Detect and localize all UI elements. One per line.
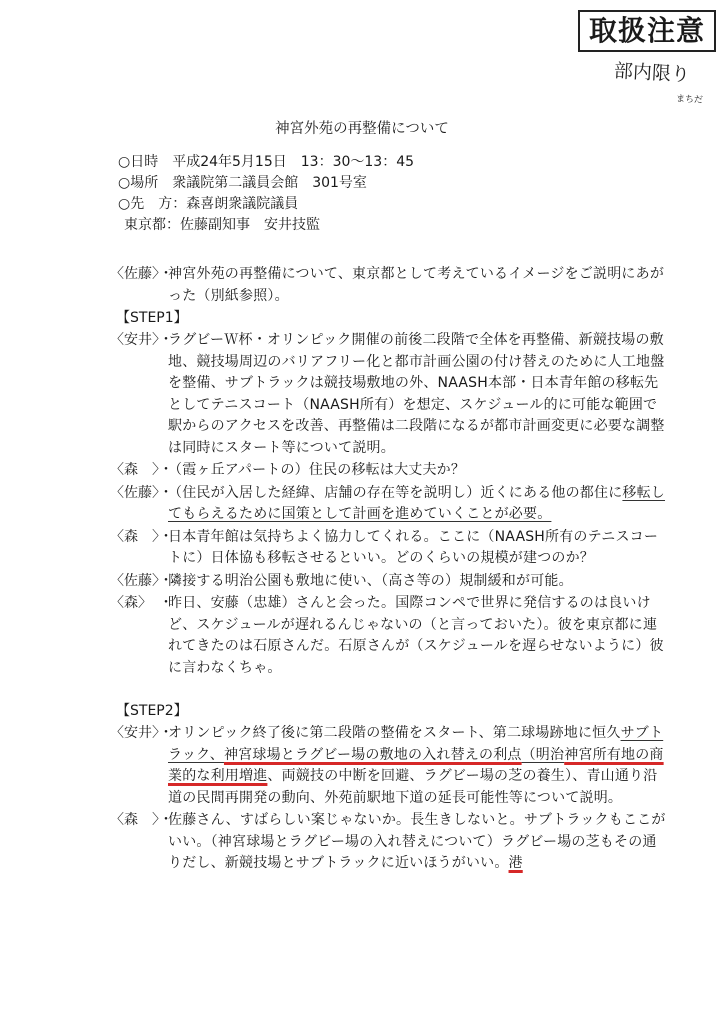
minutes-item [110,460,670,482]
speaker-label: 〈森 〉・ [110,812,173,828]
meta-place: ○場所 衆議院第二議員会館 301号室 [118,175,367,191]
underlined-text: （明治 [521,746,565,763]
red-highlighted-text: 神宮所有地の商業的な利用増進 [168,746,664,784]
minutes-item [110,571,670,593]
minutes-item [110,483,670,526]
speaker-label: 〈佐藤〉・ [110,266,173,282]
document-title: 神宮外苑の再整備について [275,121,449,137]
minutes-item [110,593,670,679]
minutes-text: 隣接する明治公園も敷地に使い、（高さ等の）規制緩和が可能。 [168,572,573,589]
handwritten-note-internal-only: 部内限り [613,60,691,86]
minutes-text: ラグビーＷ杯・オリンピック開催の前後二段階で全体を再整備、新競技場の敷地、競技場周辺のバリアフリー化と都市計画公園の付け替えのために人工地盤を整備、サブトラックは競技場敷地の外、NAASH本部・日本青年館の移転先としてテニスコート（NAASH所有）を想定、スケジュール的に可能な範囲で駅からのアクセスを改善、再整備は二段階になるが都市計画変更に必要な調整は同時にスタート等について説明。 [168,332,665,456]
minutes-item [110,527,670,570]
underlined-text: 移転してもらえるために国策として計画を進めていくことが必要。 [168,484,666,522]
confidential-stamp: 取扱注意 [578,10,716,52]
red-highlighted-text: 神宮球場とラグビー場の敷地の入れ替えの利点 [223,746,522,763]
speaker-label: 〈森〉 ・ [110,595,173,611]
minutes-body [110,264,670,876]
minutes-item [110,810,670,875]
speaker-label: 〈安井〉・ [110,725,173,741]
minutes-item [110,264,670,307]
minutes-text-part: （住民が入居した経緯、店舗の存在等を説明し）近くにある他の都住に [168,484,623,501]
meta-tokyo-attendees: 東京都：佐藤副知事 安井技監 [124,217,320,233]
speaker-label: 〈佐藤〉・ [110,484,173,501]
minutes-text: 日本青年館は気持ちよく協力してくれる。ここに（NAASH所有のテニスコートに）日体協も移転させるといい。どのくらいの規模が建つのか？ [168,528,659,566]
minutes-text: 神宮外苑の再整備について、東京都として考えているイメージをご説明にあがった（別紙参照）。 [168,266,665,304]
minutes-item [110,723,670,809]
handwritten-initials: まちだ [675,94,704,106]
red-highlighted-text: 港 [508,855,523,871]
minutes-text [168,810,670,875]
minutes-item [110,330,670,459]
speaker-label: 〈森 〉・ [110,462,173,478]
minutes-text [168,723,670,809]
minutes-text-part: 、両競技の中断を回避、ラグビー場の芝の養生）、青山通り沿道の民間再開発の動向、外苑前駅地下道の延長可能性等について説明。 [168,768,658,806]
minutes-text-part: 佐藤さん、すばらしい案じゃないか。長生きしないと。サブトラックもここがいい。（神宮球場とラグビー場の入れ替えについて）ラグビー場の芝もその通りだし、新競技場とサブトラックに近いほうがいい。 [168,812,666,871]
meta-counterpart: ○先 方：森喜朗衆議院議員 [118,196,299,212]
minutes-text-part: オリンピック終了後に第二段階の整備をスタート、第二球場跡地に恒久 [168,725,621,741]
step1-heading: 【STEP1】 [116,310,188,326]
speaker-label: 〈佐藤〉・ [110,572,173,589]
meta-datetime: ○日時 平成24年5月15日 13：30～13：45 [118,154,415,170]
minutes-text: 昨日、安藤（忠雄）さんと会った。国際コンペで世界に発信するのは良いけど、スケジュールが遅れるんじゃないの（と言っておいた）。彼を東京都に連れてきたのは石原さんだ。石原さんが（スケジュールを遅らせないように）彼に言わなくちゃ。 [168,595,664,676]
minutes-text: （霞ヶ丘アパートの）住民の移転は大丈夫か？ [168,462,466,478]
step2-heading: 【STEP2】 [116,703,188,719]
speaker-label: 〈安井〉・ [110,332,173,348]
minutes-text [168,483,670,526]
underlined-text: サブトラック、 [168,725,664,763]
speaker-label: 〈森 〉・ [110,528,173,545]
meeting-meta [118,152,414,236]
